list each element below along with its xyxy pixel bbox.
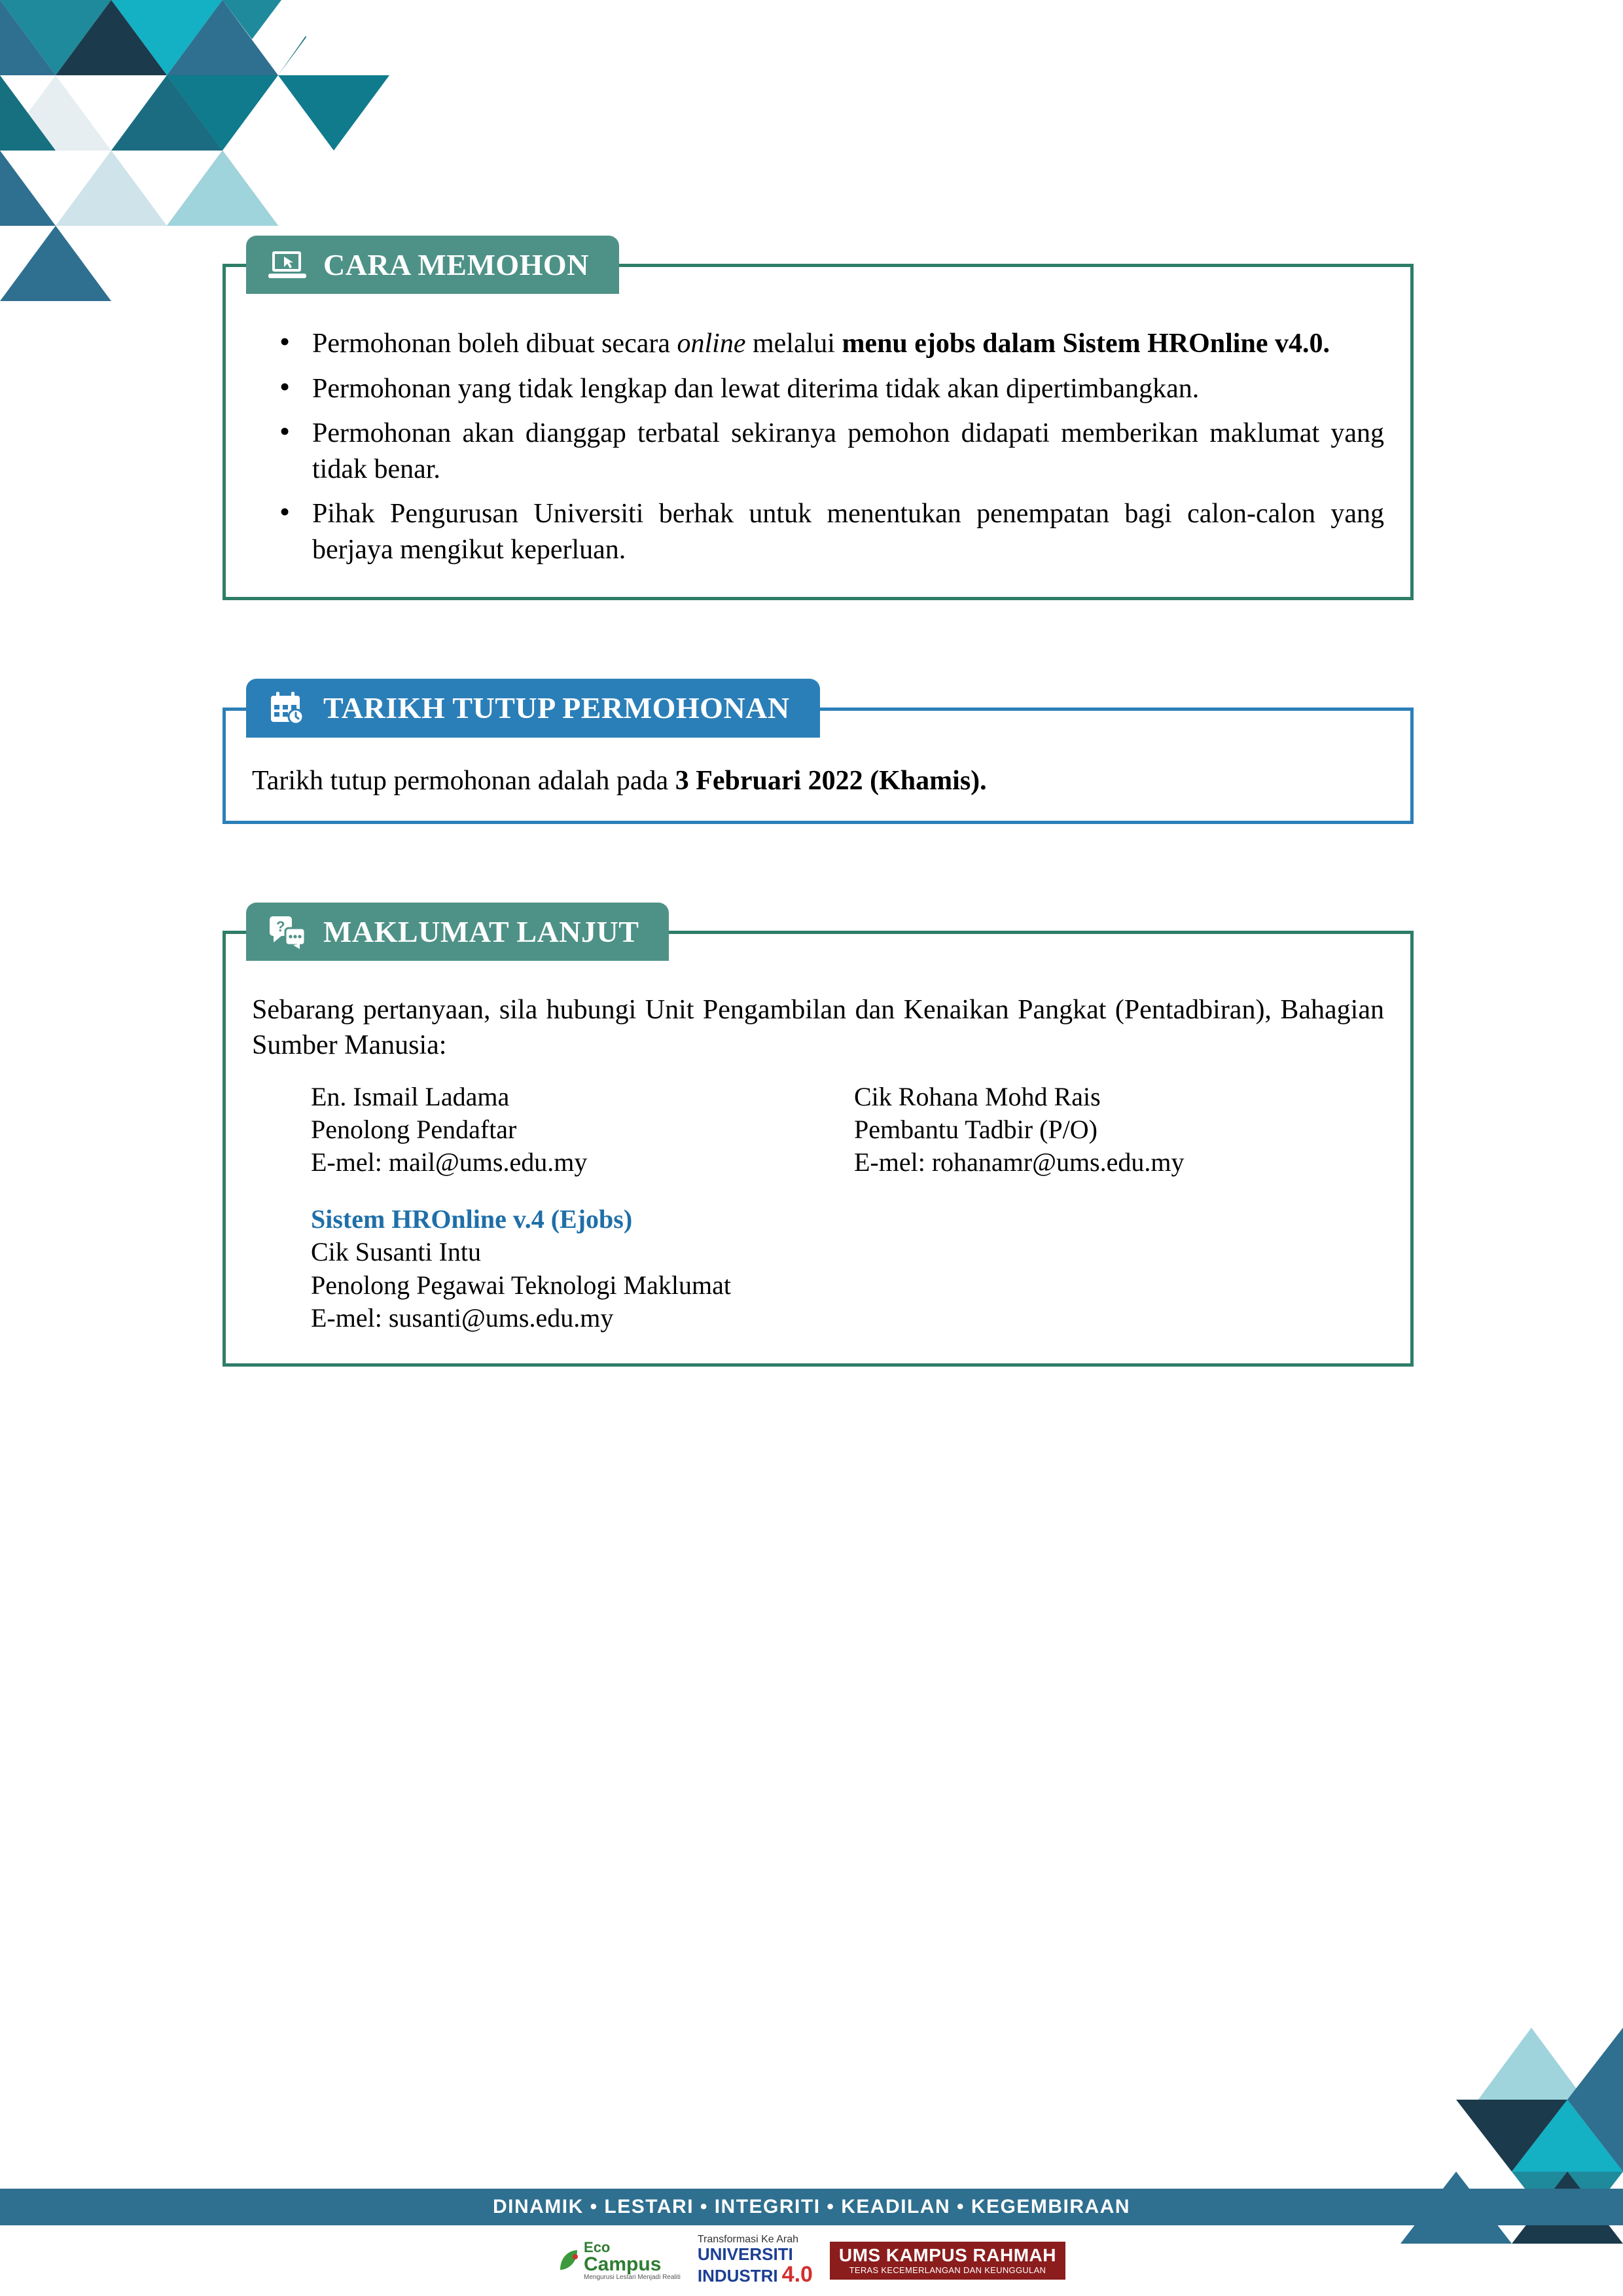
leaf-icon bbox=[558, 2248, 580, 2274]
rahmah-line2: TERAS KECEMERLANGAN DAN KEUNGGULAN bbox=[849, 2265, 1046, 2276]
contact-email: E-mel: mail@ums.edu.my bbox=[311, 1147, 588, 1177]
contact-position: Penolong Pendaftar bbox=[311, 1115, 517, 1145]
eco-logo-sub: Mengurusi Lestari Menjadi Realiti bbox=[584, 2274, 681, 2281]
closing-date-line: Tarikh tutup permohonan adalah pada 3 Februari 2022 (Khamis). bbox=[252, 765, 987, 796]
section-tarikh-tutup bbox=[223, 679, 1414, 825]
contact-column-right bbox=[854, 1081, 1351, 1335]
list-item: • Permohonan boleh dibuat secara online melalui menu ejobs dalam Sistem HROnline v4.0. bbox=[252, 326, 1384, 362]
section-content-cara-memohon bbox=[223, 264, 1414, 600]
u40-number: 4.0 bbox=[781, 2262, 813, 2287]
section-header-maklumat-lanjut bbox=[246, 903, 669, 961]
section-content-maklumat-lanjut bbox=[223, 931, 1414, 1367]
footer-tagline: DINAMIK • LESTARI • INTEGRITI • KEADILAN • KEGEMBIRAAN bbox=[492, 2196, 1131, 2217]
section-maklumat-lanjut bbox=[223, 903, 1414, 1367]
footer-tagline-bar bbox=[0, 2189, 1623, 2225]
section-header-tarikh-tutup bbox=[246, 679, 820, 738]
closing-date-value: 3 Februari 2022 (Khamis). bbox=[675, 765, 987, 796]
eco-logo-bottom: Campus bbox=[584, 2253, 662, 2275]
section-title-cara-memohon: CARA MEMOHON bbox=[323, 248, 589, 281]
calendar-clock-icon bbox=[268, 691, 306, 726]
list-item: • Permohonan yang tidak lengkap dan lewat diterima tidak akan dipertimbangkan. bbox=[252, 371, 1384, 407]
contact-position: Pembantu Tadbir (P/O) bbox=[854, 1115, 1097, 1145]
list-item: • Pihak Pengurusan Universiti berhak untuk menentukan penempatan bagi calon-calon yang berjaya mengikut keperluan. bbox=[252, 496, 1384, 567]
contact-name: En. Ismail Ladama bbox=[311, 1081, 510, 1111]
section-title-maklumat-lanjut: MAKLUMAT LANJUT bbox=[323, 915, 639, 949]
section-header-cara-memohon bbox=[246, 236, 619, 294]
u40-line1: Transformasi Ke Arah bbox=[697, 2234, 799, 2246]
u40-line3: INDUSTRI bbox=[697, 2266, 778, 2286]
footer-logos bbox=[0, 2225, 1623, 2296]
universiti-industri-40-logo bbox=[698, 2234, 813, 2287]
system-contact-email: E-mel: susanti@ums.edu.my bbox=[311, 1303, 614, 1333]
svg-text:?: ? bbox=[276, 918, 285, 935]
list-item: • Permohonan akan dianggap terbatal sekiranya pemohon didapati memberikan maklumat yang tidak benar. bbox=[252, 416, 1384, 487]
eco-campus-logo bbox=[558, 2240, 681, 2281]
question-chat-icon bbox=[268, 915, 306, 949]
u40-line2: UNIVERSITI bbox=[697, 2244, 793, 2264]
document-body bbox=[223, 236, 1414, 1367]
laptop-cursor-icon bbox=[268, 249, 306, 281]
system-contact-title: Sistem HROnline v.4 (Ejobs) bbox=[311, 1204, 633, 1234]
ums-kampus-rahmah-logo bbox=[830, 2242, 1065, 2279]
maklumat-intro-text: Sebarang pertanyaan, sila hubungi Unit Pengambilan dan Kenaikan Pangkat (Pentadbiran), Bahagian Sumber Manusia: bbox=[252, 995, 1384, 1060]
section-cara-memohon bbox=[223, 236, 1414, 600]
contacts-container bbox=[252, 1081, 1384, 1335]
cara-memohon-list bbox=[252, 326, 1384, 568]
system-contact-position: Penolong Pegawai Teknologi Maklumat bbox=[311, 1270, 731, 1300]
eco-logo-top: Eco bbox=[584, 2239, 611, 2255]
section-title-tarikh-tutup: TARIKH TUTUP PERMOHONAN bbox=[323, 691, 790, 725]
contact-name: Cik Rohana Mohd Rais bbox=[854, 1081, 1101, 1111]
rahmah-line1: UMS KAMPUS RAHMAH bbox=[838, 2245, 1056, 2266]
contact-email: E-mel: rohanamr@ums.edu.my bbox=[854, 1147, 1185, 1177]
system-contact-name: Cik Susanti Intu bbox=[311, 1237, 482, 1267]
contact-column-left bbox=[311, 1081, 815, 1335]
